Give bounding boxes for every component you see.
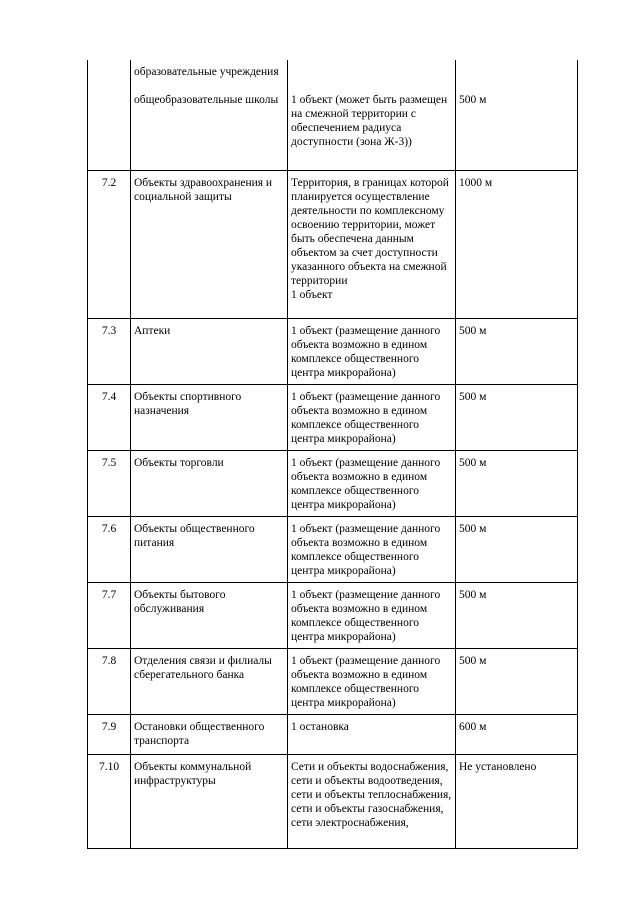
requirement-text: 1 объект (может быть размещен на смежной территории с обеспечением радиуса доступности (зона Ж-3)) bbox=[291, 94, 448, 148]
object-name: Объекты бытового обслуживания bbox=[131, 582, 288, 648]
table-row bbox=[88, 318, 578, 384]
table-row bbox=[88, 516, 578, 582]
requirement-cell: 1 остановка bbox=[288, 714, 456, 754]
object-name: Объекты общественного питания bbox=[131, 516, 288, 582]
object-name: Отделения связи и филиалы сберегательного банка bbox=[131, 648, 288, 714]
radius-cell: 1000 м bbox=[456, 170, 578, 318]
object-name: Объекты здравоохранения и социальной защиты bbox=[131, 170, 288, 318]
radius-cell: 500 м bbox=[456, 648, 578, 714]
requirement-cell bbox=[288, 170, 456, 318]
object-name: Объекты спортивного назначения bbox=[131, 384, 288, 450]
requirement-cell: 1 объект (размещение данного объекта возможно в едином комплексе общественного центра микрорайона) bbox=[288, 318, 456, 384]
requirement-cell bbox=[288, 60, 456, 170]
row-number: 7.2 bbox=[88, 170, 131, 318]
table-row bbox=[88, 60, 578, 170]
row-number: 7.3 bbox=[88, 318, 131, 384]
table-row bbox=[88, 754, 578, 848]
object-name: Объекты коммунальной инфраструктуры bbox=[131, 754, 288, 848]
radius-text: 500 м bbox=[459, 94, 487, 106]
row-number: 7.10 bbox=[88, 754, 131, 848]
requirement-cell: 1 объект (размещение данного объекта возможно в едином комплексе общественного центра микрорайона) bbox=[288, 384, 456, 450]
requirement-cell: 1 объект (размещение данного объекта возможно в едином комплексе общественного центра микрорайона) bbox=[288, 450, 456, 516]
table-row bbox=[88, 170, 578, 318]
table-row bbox=[88, 582, 578, 648]
object-name: Объекты торговли bbox=[131, 450, 288, 516]
object-name bbox=[131, 60, 288, 170]
row-number: 7.5 bbox=[88, 450, 131, 516]
requirement-text: Территория, в границах которой планируется осуществление деятельности по комплексному освоению территории, может быть обеспечена данным объектом за счет доступности указанного объекта на смежной территории bbox=[291, 176, 449, 287]
table-row bbox=[88, 648, 578, 714]
standards-table bbox=[87, 60, 578, 849]
radius-cell: 500 м bbox=[456, 450, 578, 516]
row-number: 7.9 bbox=[88, 714, 131, 754]
table-row bbox=[88, 384, 578, 450]
row-number bbox=[88, 60, 131, 170]
row-number: 7.4 bbox=[88, 384, 131, 450]
requirement-extra: 1 объект bbox=[291, 288, 333, 301]
object-category: образовательные учреждения bbox=[134, 66, 279, 78]
radius-cell bbox=[456, 60, 578, 170]
requirement-cell: 1 объект (размещение данного объекта возможно в едином комплексе общественного центра микрорайона) bbox=[288, 516, 456, 582]
requirement-cell: Сети и объекты водоснабжения, сети и объекты водоотведения, сети и объекты теплоснабжения, сети и объекты газоснабжения, сети электроснабжения, bbox=[288, 754, 456, 848]
row-number: 7.6 bbox=[88, 516, 131, 582]
object-name: Остановки общественного транспорта bbox=[131, 714, 288, 754]
radius-cell: 500 м bbox=[456, 516, 578, 582]
row-number: 7.8 bbox=[88, 648, 131, 714]
row-number: 7.7 bbox=[88, 582, 131, 648]
requirement-cell: 1 объект (размещение данного объекта возможно в едином комплексе общественного центра микрорайона) bbox=[288, 648, 456, 714]
requirement-cell: 1 объект (размещение данного объекта возможно в едином комплексе общественного центра микрорайона) bbox=[288, 582, 456, 648]
table-row bbox=[88, 714, 578, 754]
object-subcategory: общеобразовательные школы bbox=[134, 94, 279, 106]
radius-cell: 500 м bbox=[456, 582, 578, 648]
table-row bbox=[88, 450, 578, 516]
object-name: Аптеки bbox=[131, 318, 288, 384]
radius-cell: 600 м bbox=[456, 714, 578, 754]
radius-cell: Не установлено bbox=[456, 754, 578, 848]
radius-cell: 500 м bbox=[456, 384, 578, 450]
radius-cell: 500 м bbox=[456, 318, 578, 384]
